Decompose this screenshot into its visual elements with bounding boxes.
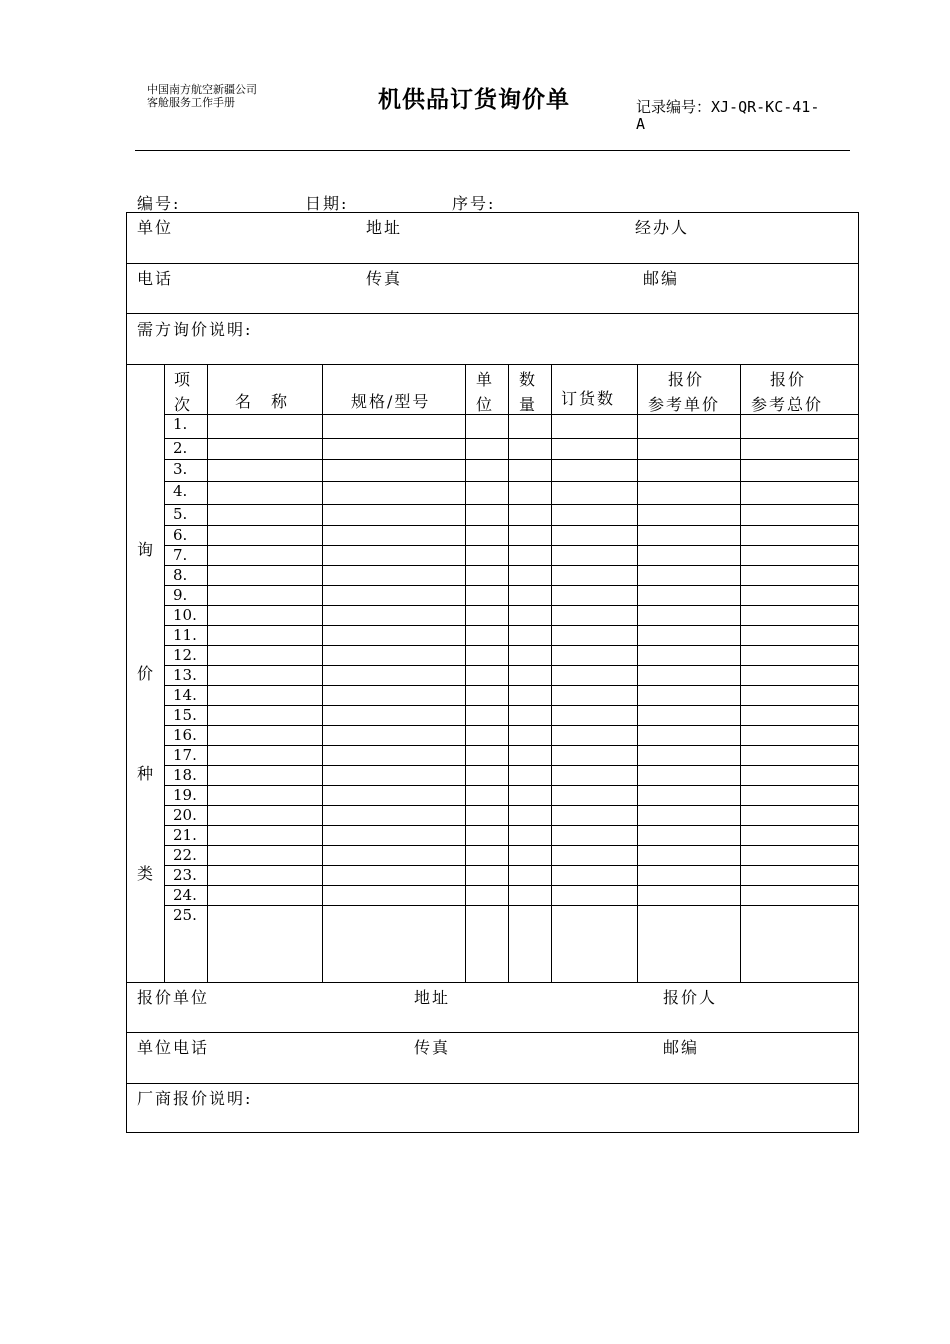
row-number: 24. — [173, 886, 197, 904]
company-name: 中国南方航空新疆公司 — [147, 83, 257, 96]
row-number: 14. — [173, 686, 197, 704]
row-number: 17. — [173, 746, 197, 764]
row-divider — [164, 525, 859, 526]
row-number: 3. — [173, 460, 188, 478]
supplier-address-label: 地址 — [414, 988, 451, 1007]
row-number: 5. — [173, 505, 188, 523]
header-qty: 量 — [519, 395, 538, 414]
page-title: 机供品订货询价单 — [378, 87, 570, 113]
divider — [126, 364, 859, 365]
header-item: 次 — [174, 395, 193, 414]
record-number-suffix: A — [636, 115, 646, 133]
header-divider — [135, 150, 850, 151]
row-divider — [164, 504, 859, 505]
header-unit-price: 报价 — [668, 370, 705, 389]
row-number: 15. — [173, 706, 197, 724]
header-order: 订货数 — [561, 389, 616, 408]
side-column-line — [164, 364, 165, 982]
row-number: 25. — [173, 906, 197, 924]
row-divider — [164, 825, 859, 826]
buyer-phone-label: 电话 — [137, 269, 174, 288]
row-number: 16. — [173, 726, 197, 744]
serial-label: 序号: — [452, 194, 496, 213]
row-divider — [164, 905, 859, 906]
header-unit-price: 参考单价 — [648, 395, 721, 414]
column-line — [637, 364, 638, 982]
row-divider — [164, 625, 859, 626]
row-number: 4. — [173, 482, 188, 500]
divider — [126, 313, 859, 314]
row-divider — [164, 705, 859, 706]
row-divider — [164, 785, 859, 786]
row-number: 21. — [173, 826, 197, 844]
form-box — [126, 212, 859, 1133]
row-number: 18. — [173, 766, 197, 784]
header-spec: 规格/型号 — [351, 392, 431, 411]
row-divider — [164, 725, 859, 726]
side-label-char: 种 — [137, 764, 154, 783]
side-label-char: 价 — [137, 664, 154, 683]
row-divider — [164, 565, 859, 566]
row-divider — [164, 545, 859, 546]
buyer-inquiry-note-label: 需方询价说明: — [137, 320, 253, 339]
row-number: 19. — [173, 786, 197, 804]
divider — [126, 1083, 859, 1084]
header-qty: 数 — [519, 370, 538, 389]
row-divider — [164, 665, 859, 666]
buyer-postcode-label: 邮编 — [643, 269, 680, 288]
column-line — [551, 364, 552, 982]
buyer-address-label: 地址 — [366, 218, 403, 237]
row-divider — [164, 481, 859, 482]
header-unit: 位 — [476, 395, 495, 414]
divider — [126, 263, 859, 264]
row-divider — [164, 585, 859, 586]
header-unit: 单 — [476, 370, 495, 389]
supplier-quoter-label: 报价人 — [663, 988, 718, 1007]
row-divider — [164, 685, 859, 686]
row-number: 9. — [173, 586, 188, 604]
date-label: 日期: — [305, 194, 349, 213]
row-number: 8. — [173, 566, 188, 584]
row-number: 6. — [173, 526, 188, 544]
column-line — [322, 364, 323, 982]
buyer-handler-label: 经办人 — [635, 218, 690, 237]
row-divider — [164, 414, 859, 415]
row-divider — [164, 845, 859, 846]
row-divider — [164, 805, 859, 806]
row-number: 7. — [173, 546, 188, 564]
buyer-fax-label: 传真 — [366, 269, 403, 288]
header-item: 项 — [174, 370, 193, 389]
row-divider — [164, 885, 859, 886]
buyer-unit-label: 单位 — [137, 218, 174, 237]
supplier-phone-label: 单位电话 — [137, 1038, 210, 1057]
row-divider — [164, 745, 859, 746]
column-line — [508, 364, 509, 982]
row-number: 10. — [173, 606, 197, 624]
row-number: 11. — [173, 626, 197, 644]
row-number: 1. — [173, 415, 188, 433]
row-number: 12. — [173, 646, 197, 664]
divider — [126, 1032, 859, 1033]
header-total-price: 报价 — [770, 370, 807, 389]
row-number: 22. — [173, 846, 197, 864]
manual-name: 客舱服务工作手册 — [147, 96, 235, 109]
supplier-unit-label: 报价单位 — [137, 988, 210, 1007]
column-line — [207, 364, 208, 982]
supplier-postcode-label: 邮编 — [663, 1038, 700, 1057]
supplier-fax-label: 传真 — [414, 1038, 451, 1057]
row-divider — [164, 438, 859, 439]
number-label: 编号: — [137, 194, 181, 213]
header-name: 名 称 — [235, 392, 290, 411]
row-number: 2. — [173, 439, 188, 457]
row-divider — [164, 459, 859, 460]
column-line — [740, 364, 741, 982]
column-line — [465, 364, 466, 982]
header-total-price: 参考总价 — [751, 395, 824, 414]
divider — [126, 982, 859, 983]
side-label-char: 询 — [137, 540, 154, 559]
row-number: 20. — [173, 806, 197, 824]
row-divider — [164, 605, 859, 606]
row-divider — [164, 645, 859, 646]
row-number: 23. — [173, 866, 197, 884]
side-label-char: 类 — [137, 864, 154, 883]
row-divider — [164, 865, 859, 866]
row-divider — [164, 765, 859, 766]
row-number: 13. — [173, 666, 197, 684]
record-number: 记录编号：XJ-QR-KC-41- — [636, 98, 820, 116]
supplier-note-label: 厂商报价说明: — [137, 1089, 253, 1108]
